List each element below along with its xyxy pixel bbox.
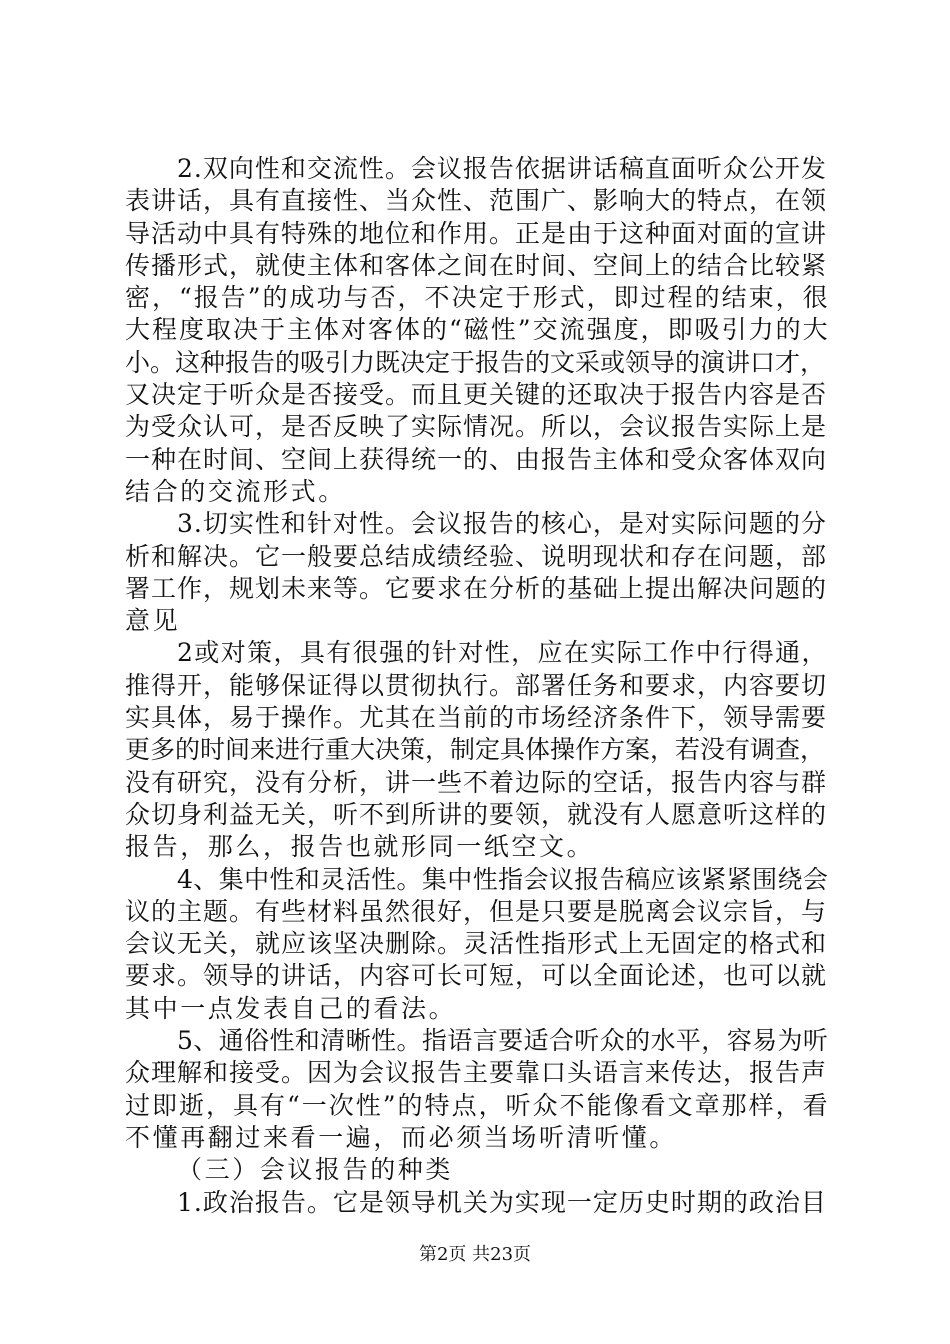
- text-line: 推得开，能够保证得以贯彻执行。部署任务和要求，内容要切: [125, 670, 828, 700]
- text-line: 又决定于听众是否接受。而且更关键的还取决于报告内容是否: [125, 380, 828, 410]
- text-line: 2或对策，具有很强的针对性，应在实际工作中行得通，: [177, 638, 828, 668]
- text-line: 会议无关，就应该坚决删除。灵活性指形式上无固定的格式和: [125, 929, 828, 959]
- text-line: 过即逝，具有“一次性”的特点，听众不能像看文章那样，看: [125, 1090, 830, 1120]
- text-line: 要求。领导的讲话，内容可长可短，可以全面论述，也可以就: [125, 961, 828, 991]
- text-line: 结合的交流形式。: [125, 476, 346, 506]
- text-line: 导活动中具有特殊的地位和作用。正是由于这种面对面的宣讲: [125, 218, 828, 248]
- text-line: 署工作，规划未来等。它要求在分析的基础上提出解决问题的: [125, 573, 828, 603]
- page-footer: 第2页 共23页: [418, 1244, 532, 1265]
- text-line: 更多的时间来进行重大决策，制定具体操作方案，若没有调查，: [125, 735, 826, 765]
- text-line: 析和解决。它一般要总结成绩经验、说明现状和存在问题，部: [125, 541, 828, 571]
- text-line: 5、通俗性和清晰性。指语言要适合听众的水平，容易为听: [177, 1026, 829, 1056]
- text-line: 传播形式，就使主体和客体之间在时间、空间上的结合比较紧: [125, 250, 828, 280]
- document-body: [125, 153, 830, 1219]
- text-line: 大程度取决于主体对客体的“磁性”交流强度，即吸引力的大: [125, 315, 830, 345]
- text-line: 表讲话，具有直接性、当众性、范围广、影响大的特点，在领: [125, 186, 828, 216]
- text-line: 议的主题。有些材料虽然很好，但是只要是脱离会议宗旨，与: [125, 896, 828, 926]
- text-line: 小。这种报告的吸引力既决定于报告的文采或领导的演讲口才，: [125, 347, 826, 377]
- text-line: （三）会议报告的种类: [177, 1155, 454, 1185]
- text-line: 实具体，易于操作。尤其在当前的市场经济条件下，领导需要: [125, 703, 828, 733]
- text-line: 为受众认可，是否反映了实际情况。所以，会议报告实际上是: [125, 412, 828, 442]
- text-line: 2.双向性和交流性。会议报告依据讲话稿直面听众公开发: [177, 154, 827, 183]
- text-line: 众切身利益无关，听不到所讲的要领，就没有人愿意听这样的: [125, 799, 828, 829]
- text-line: 不懂再翻过来看一遍，而必须当场听清听懂。: [125, 1122, 678, 1152]
- text-line: 其中一点发表自己的看法。: [125, 993, 457, 1023]
- text-line: 4、集中性和灵活性。集中性指会议报告稿应该紧紧围绕会: [177, 864, 829, 894]
- text-line: 没有研究，没有分析，讲一些不着边际的空话，报告内容与群: [125, 767, 828, 797]
- text-line: 报告，那么，报告也就形同一纸空文。: [125, 832, 595, 862]
- text-line: 意见: [125, 606, 181, 636]
- text-line: 众理解和接受。因为会议报告主要靠口头语言来传达，报告声: [125, 1058, 828, 1088]
- text-line: 一种在时间、空间上获得统一的、由报告主体和受众客体双向: [125, 444, 828, 474]
- text-line: 1.政治报告。它是领导机关为实现一定历史时期的政治目: [177, 1187, 827, 1217]
- text-line: 3.切实性和针对性。会议报告的核心，是对实际问题的分: [177, 509, 827, 539]
- text-line: 密，“报告”的成功与否，不决定于形式，即过程的结束，很: [125, 283, 830, 313]
